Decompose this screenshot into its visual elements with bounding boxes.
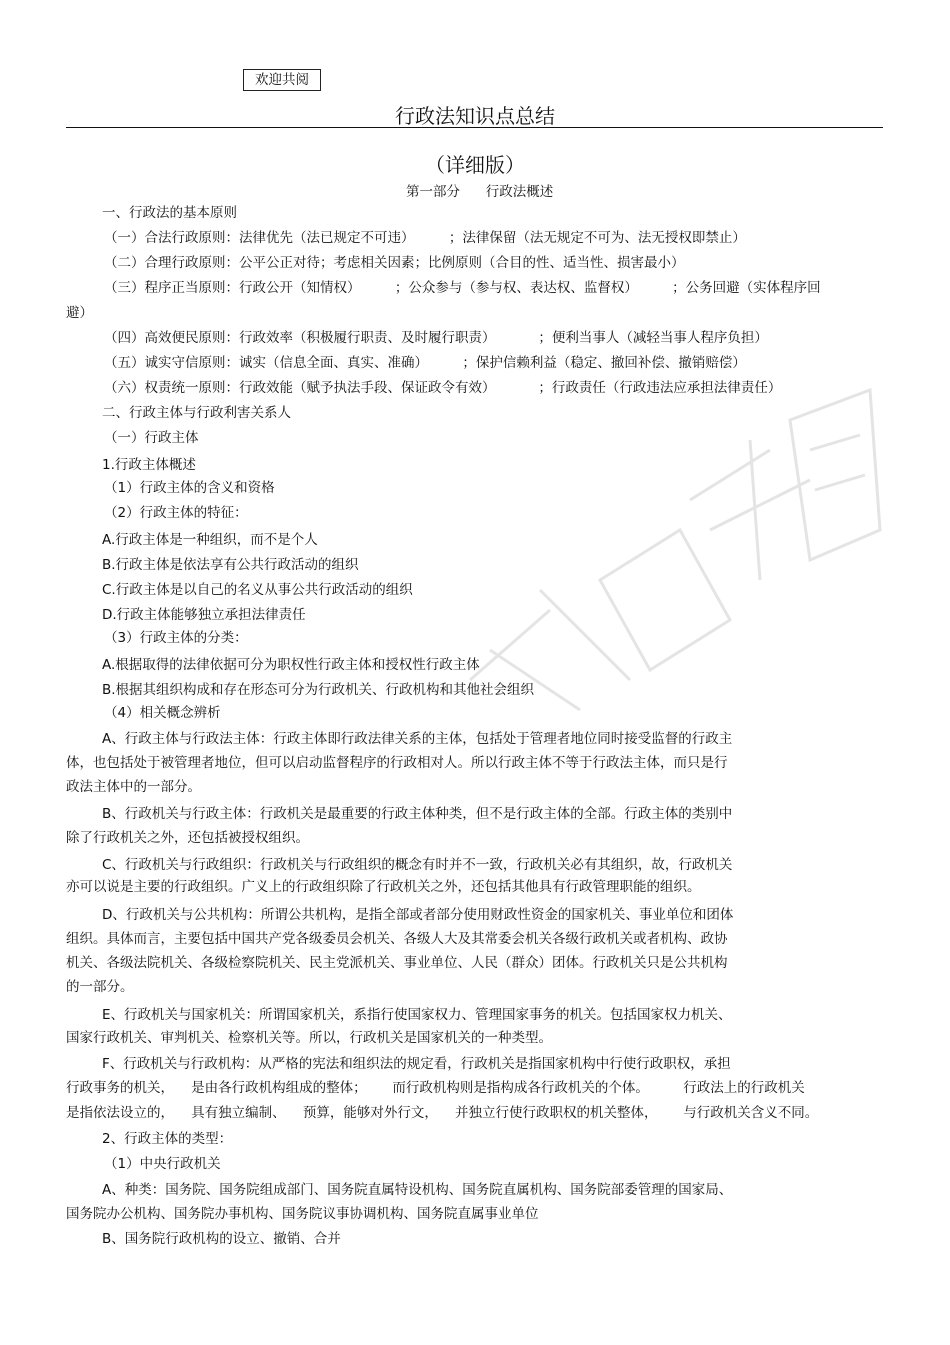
principle-line: （三）程序正当原则：行政公开（知情权） ；公众参与（参与权、表达权、监督权） ；公务回避（实体程序回 [104, 280, 821, 296]
paragraph-line: E、行政机关与国家机关：所谓国家机关，系指行使国家权力、管理国家事务的机关。包括国家权力机关、 [102, 1007, 732, 1023]
paragraph-line: 是指依法设立的， 具有独立编制、 预算，能够对外行文， 并独立行使行政职权的机关整体， 与行政机关含义不同。 [66, 1105, 819, 1121]
list-item: （4）相关概念辨析 [104, 705, 221, 721]
paragraph-line: 的一部分。 [66, 979, 134, 995]
principle-line: （一）合法行政原则：法律优先（法已规定不可违） ；法律保留（法无规定不可为、法无授权即禁止） [104, 230, 746, 246]
paragraph-line: A、种类：国务院、国务院组成部门、国务院直属特设机构、国务院直属机构、国务院部委管理的国家局、 [102, 1182, 733, 1198]
title-divider [66, 127, 883, 128]
section-heading: 2、行政主体的类型： [102, 1131, 233, 1147]
section-heading: 二、行政主体与行政利害关系人 [102, 405, 291, 421]
paragraph-line: 政法主体中的一部分。 [66, 779, 201, 795]
part-heading: 第一部分 行政法概述 [406, 184, 554, 200]
list-item: B.根据其组织构成和存在形态可分为行政机关、行政机构和其他社会组织 [102, 682, 535, 698]
paragraph-line: C、行政机关与行政组织：行政机关与行政组织的概念有时并不一致，行政机关必有其组织，故，行政机关 [102, 857, 733, 873]
list-item: B.行政主体是依法享有公共行政活动的组织 [102, 557, 359, 573]
list-item: D.行政主体能够独立承担法律责任 [102, 607, 306, 623]
subsection-heading: （一）行政主体 [104, 430, 199, 446]
paragraph-line: F、行政机关与行政机构：从严格的宪法和组织法的规定看，行政机关是指国家机构中行使行政职权，承担 [102, 1056, 731, 1072]
paragraph-line: B、国务院行政机构的设立、撤销、合并 [102, 1231, 341, 1247]
list-item: C.行政主体是以自己的名义从事公共行政活动的组织 [102, 582, 413, 598]
paragraph-line: A、行政主体与行政法主体：行政主体即行政法律关系的主体，包括处于管理者地位同时接受监督的行政主 [102, 731, 733, 747]
principle-line: （二）合理行政原则：公平公正对待；考虑相关因素；比例原则（合目的性、适当性、损害最小） [104, 255, 685, 271]
subsection-heading: 1.行政主体概述 [102, 457, 196, 473]
paragraph-line: 国务院办公机构、国务院办事机构、国务院议事协调机构、国务院直属事业单位 [66, 1206, 539, 1222]
section-heading: 一、行政法的基本原则 [102, 205, 237, 221]
list-item: A.根据取得的法律依据可分为职权性行政主体和授权性行政主体 [102, 657, 480, 673]
paragraph-line: 亦可以说是主要的行政组织。广义上的行政组织除了行政机关之外，还包括其他具有行政管理职能的组织。 [66, 879, 701, 895]
paragraph-line: 行政事务的机关， 是由各行政机构组成的整体； 而行政机构则是指构成各行政机关的个体。 行政法上的行政机关 [66, 1080, 805, 1096]
principle-line: （六）权责统一原则：行政效能（赋予执法手段、保证政令有效） ；行政责任（行政违法应承担法律责任） [104, 380, 782, 396]
subsection-heading: （1）中央行政机关 [104, 1156, 221, 1172]
paragraph-line: 组织。具体而言，主要包括中国共产党各级委员会机关、各级人大及其常委会机关各级行政机关或者机构、政协 [66, 931, 728, 947]
list-item: （2）行政主体的特征： [104, 505, 248, 521]
list-item: （3）行政主体的分类： [104, 630, 248, 646]
document-title: 行政法知识点总结 [395, 104, 555, 128]
principle-line: （五）诚实守信原则：诚实（信息全面、真实、准确） ；保护信赖利益（稳定、撤回补偿、撤销赔偿） [104, 355, 746, 371]
paragraph-line: 除了行政机关之外，还包括被授权组织。 [66, 830, 309, 846]
document-subtitle: （详细版） [425, 153, 525, 177]
paragraph-line: 体，也包括处于被管理者地位，但可以启动监督程序的行政相对人。所以行政主体不等于行政法主体，而只是行 [66, 755, 728, 771]
list-item: （1）行政主体的含义和资格 [104, 480, 275, 496]
paragraph-line: 机关、各级法院机关、各级检察院机关、民主党派机关、事业单位、人民（群众）团体。行政机关只是公共机构 [66, 955, 728, 971]
list-item: A.行政主体是一种组织，而不是个人 [102, 532, 318, 548]
paragraph-line: B、行政机关与行政主体：行政机关是最重要的行政主体种类，但不是行政主体的全部。行政主体的类别中 [102, 806, 733, 822]
welcome-badge: 欢迎共阅 [243, 69, 321, 91]
paragraph-line: D、行政机关与公共机构：所谓公共机构，是指全部或者部分使用财政性资金的国家机关、事业单位和团体 [102, 907, 734, 923]
principle-line-cont: 避） [66, 305, 93, 321]
principle-line: （四）高效便民原则：行政效率（积极履行职责、及时履行职责） ；便利当事人（减轻当事人程序负担） [104, 330, 768, 346]
paragraph-line: 国家行政机关、审判机关、检察机关等。所以，行政机关是国家机关的一种类型。 [66, 1030, 552, 1046]
